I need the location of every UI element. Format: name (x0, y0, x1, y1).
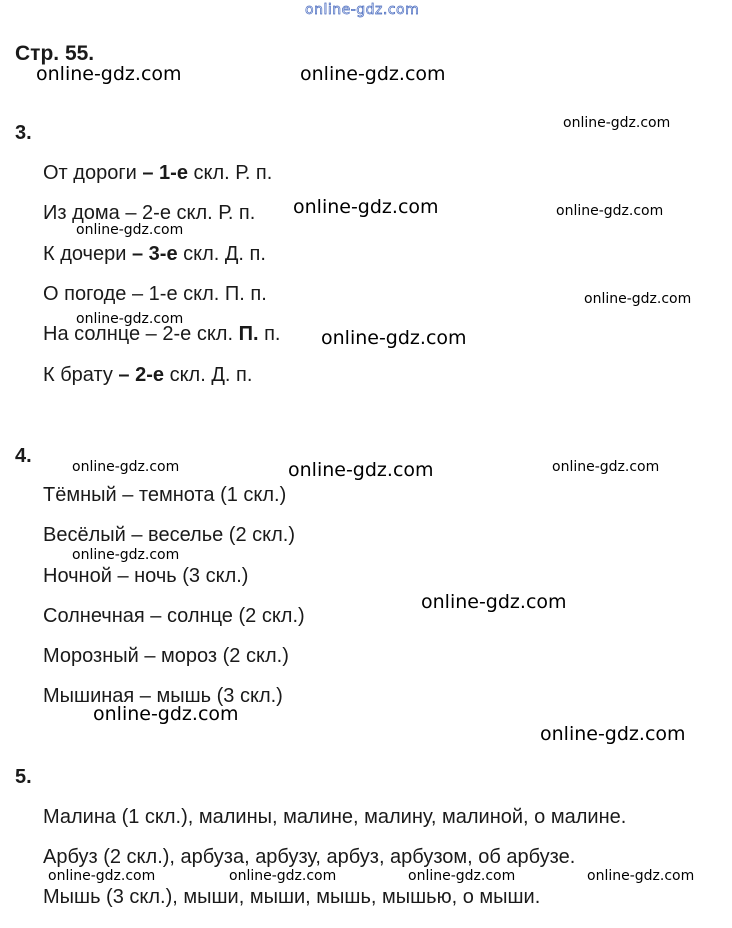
watermark: online-gdz.com (563, 115, 671, 131)
task-number-3: 3. (15, 122, 32, 144)
watermark: online-gdz.com (288, 459, 434, 481)
task5-line-2: Арбуз (2 скл.), арбуза, арбузу, арбуз, арбузом, об арбузе. (43, 846, 576, 868)
task4-line-2: Весёлый – веселье (2 скл.) (43, 524, 295, 546)
watermark: online-gdz.com (293, 196, 439, 218)
watermark: online-gdz.com (552, 459, 660, 475)
watermark: online-gdz.com (408, 868, 516, 884)
watermark: online-gdz.com (72, 547, 180, 563)
watermark: online-gdz.com (300, 63, 446, 85)
task5-line-1: Малина (1 скл.), малины, малине, малину, малиной, о малине. (43, 806, 627, 828)
watermark: online-gdz.com (556, 203, 664, 219)
task-number-4: 4. (15, 445, 32, 467)
watermark-header: online-gdz.com (305, 2, 420, 18)
task4-line-6: Мышиная – мышь (3 скл.) (43, 685, 283, 707)
task-number-5: 5. (15, 766, 32, 788)
task3-line-4: О погоде – 1-е скл. П. п. (43, 283, 267, 305)
watermark: online-gdz.com (229, 868, 337, 884)
task3-line-5: На солнце – 2-е скл. П. п. (43, 323, 281, 345)
task3-line-1: От дороги – 1-е скл. Р. п. (43, 162, 273, 184)
task3-line-3: К дочери – 3-е скл. Д. п. (43, 243, 266, 265)
task4-line-3: Ночной – ночь (3 скл.) (43, 565, 249, 587)
watermark: online-gdz.com (321, 327, 467, 349)
watermark: online-gdz.com (93, 703, 239, 725)
watermark: online-gdz.com (584, 291, 692, 307)
watermark: online-gdz.com (587, 868, 695, 884)
task5-line-3: Мышь (3 скл.), мыши, мыши, мышь, мышью, о мыши. (43, 886, 541, 908)
task4-line-4: Солнечная – солнце (2 скл.) (43, 605, 305, 627)
watermark: online-gdz.com (76, 311, 184, 327)
page-title: Стр. 55. (15, 42, 95, 65)
watermark: online-gdz.com (72, 459, 180, 475)
watermark: online-gdz.com (36, 63, 182, 85)
task4-line-5: Морозный – мороз (2 скл.) (43, 645, 289, 667)
watermark: online-gdz.com (421, 591, 567, 613)
watermark: online-gdz.com (540, 723, 686, 745)
task3-line-2: Из дома – 2-е скл. Р. п. (43, 202, 256, 224)
watermark: online-gdz.com (48, 868, 156, 884)
task3-line-6: К брату – 2-е скл. Д. п. (43, 364, 253, 386)
task4-line-1: Тёмный – темнота (1 скл.) (43, 484, 287, 506)
watermark: online-gdz.com (76, 222, 184, 238)
